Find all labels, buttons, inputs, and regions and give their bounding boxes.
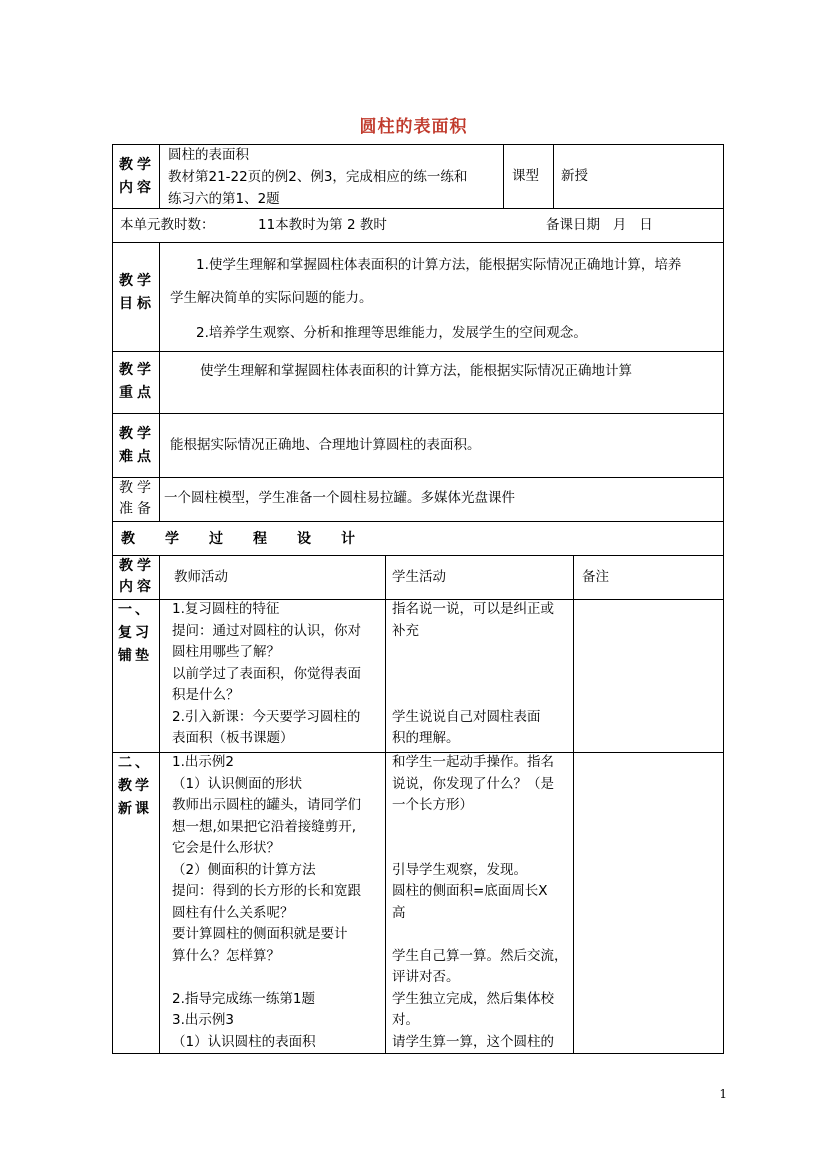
student-line: [392, 642, 554, 664]
goal-1-line-1: 1.使学生理解和掌握圆柱体表面积的计算方法，能根据实际情况正确地计算，培养: [196, 257, 682, 273]
preparation-text: 一个圆柱模型，学生准备一个圆柱易拉罐。多媒体光盘课件: [164, 490, 515, 506]
col-student-cell: [385, 556, 573, 599]
section-new-label-cell: [113, 753, 159, 1053]
section-review-teacher-cell: [159, 600, 385, 752]
goals-text-cell: [159, 243, 723, 351]
col-notes-cell: [573, 556, 723, 599]
key-points-label: 教学重点: [119, 362, 155, 401]
document-title: 圆柱的表面积: [359, 117, 468, 137]
goal-1-line-2: 学生解决简单的实际问题的能力。: [170, 290, 373, 306]
section-new-teacher-cell: [159, 753, 385, 1053]
student-line: 学生自己算一算。然后交流，: [392, 947, 568, 964]
student-activity-list: [392, 753, 568, 1053]
student-line: [392, 817, 568, 839]
type-value: 新授: [561, 168, 588, 184]
column-header-row: [112, 555, 724, 599]
teacher-line: [172, 967, 361, 989]
teacher-line: 以前学过了表面积，你觉得表面: [172, 665, 361, 682]
student-line: 指名说一说，可以是纠正或: [392, 601, 554, 617]
student-line: 一个长方形）: [392, 797, 473, 813]
unit-period: 11本教时为第 2 教时: [258, 217, 387, 233]
teacher-line: 积是什么？: [172, 687, 240, 703]
student-line: [392, 924, 568, 946]
student-line: 引导学生观察，发现。: [392, 861, 527, 878]
student-line: 说说，你发现了什么？（是: [392, 775, 554, 792]
key-points-row: [112, 351, 724, 413]
student-line: [392, 685, 554, 707]
content-lines: [168, 145, 467, 208]
teacher-line: 要计算圆柱的侧面积就是要计: [172, 926, 348, 942]
teacher-line: 提问：通过对圆柱的认识，你对: [172, 622, 361, 639]
teacher-line: （2）侧面积的计算方法: [172, 861, 316, 878]
section-new-student-cell: [385, 753, 573, 1053]
student-line: [392, 664, 554, 686]
student-line: 和学生一起动手操作。指名: [392, 754, 554, 770]
page-number: 1: [719, 1087, 727, 1101]
difficulties-text-cell: [159, 414, 723, 477]
type-value-cell: [553, 145, 723, 208]
student-line: 积的理解。: [392, 730, 460, 746]
content-line: 教材第21-22页的例2、例3，完成相应的练一练和: [168, 169, 468, 185]
student-line: 评讲对否。: [392, 969, 460, 985]
teacher-line: 想一想,如果把它沿着接缝剪开,: [172, 818, 357, 835]
process-header: 教学过程设计: [121, 531, 385, 547]
col-content-header: 教学内容: [119, 558, 155, 595]
content-text-cell: [159, 145, 503, 208]
student-line: 学生独立完成，然后集体校: [392, 990, 554, 1007]
unit-total-label: 本单元教时数：: [120, 217, 215, 233]
key-points-label-cell: [113, 352, 159, 413]
teacher-line: 圆柱用哪些了解？: [172, 644, 280, 660]
teacher-line: 表面积（板书课题）: [172, 730, 294, 746]
teacher-line: 1.复习圆柱的特征: [172, 601, 280, 617]
teacher-line: 它会是什么形状？: [172, 840, 280, 856]
goal-2: 2.培养学生观察、分析和推理等思维能力，发展学生的空间观念。: [196, 325, 587, 341]
student-line: [392, 838, 568, 860]
student-line: 补充: [392, 622, 419, 639]
difficulties-label-cell: [113, 414, 159, 477]
section-review-label-cell: [113, 600, 159, 752]
teacher-line: （1）认识圆柱的表面积: [172, 1033, 316, 1050]
student-line: 学生说说自己对圆柱表面: [392, 708, 541, 725]
section-new-notes-cell: [573, 753, 723, 1053]
goals-row: [112, 242, 724, 351]
content-label-cell: [113, 145, 159, 208]
teacher-line: 3.出示例3: [172, 1012, 234, 1028]
student-line: 对。: [392, 1012, 419, 1028]
student-activity-list: [392, 600, 554, 750]
goals-label-cell: [113, 243, 159, 351]
col-notes-header: 备注: [582, 569, 609, 585]
section-new-label: 二、教学新课: [118, 755, 152, 817]
student-line: 圆柱的侧面积=底面周长X: [392, 883, 548, 899]
teacher-line: 1.出示例2: [172, 754, 234, 770]
content-row: [112, 144, 724, 208]
teacher-activity-list: [172, 753, 361, 1053]
section-review-row: [112, 599, 724, 752]
preparation-row: [112, 477, 724, 521]
difficulties-label: 教学难点: [119, 426, 155, 465]
difficulties-row: [112, 413, 724, 477]
teacher-line: 教师出示圆柱的罐头，请同学们: [172, 797, 361, 813]
lesson-plan-table: [112, 144, 724, 1054]
goals-label: 教学目标: [119, 273, 155, 312]
difficulties-text: 能根据实际情况正确地、合理地计算圆柱的表面积。: [170, 437, 481, 453]
teacher-line: 2.引入新课：今天要学习圆柱的: [172, 708, 361, 725]
col-content-cell: [113, 556, 159, 599]
col-student-header: 学生活动: [392, 569, 446, 585]
unit-row: [112, 208, 724, 242]
type-label: 课型: [512, 168, 539, 184]
prep-date: 备课日期 月 日: [546, 217, 653, 233]
preparation-label: 教学准备: [119, 480, 155, 517]
student-line: 高: [392, 904, 406, 921]
col-teacher-header: 教师活动: [174, 569, 228, 585]
section-review-notes-cell: [573, 600, 723, 752]
section-new-lesson-row: [112, 752, 724, 1054]
teacher-line: （1）认识侧面的形状: [172, 775, 303, 792]
teacher-line: 提问：得到的长方形的长和宽跟: [172, 883, 361, 899]
process-header-row: [112, 521, 724, 555]
content-line: 练习六的第1、2题: [168, 191, 280, 207]
teacher-line: 2.指导完成练一练第1题: [172, 990, 315, 1007]
preparation-text-cell: [159, 478, 723, 521]
key-points-text: 使学生理解和掌握圆柱体表面积的计算方法，能根据实际情况正确地计算: [200, 363, 632, 379]
section-review-student-cell: [385, 600, 573, 752]
preparation-label-cell: [113, 478, 159, 521]
content-line: 圆柱的表面积: [168, 147, 249, 163]
type-label-cell: [503, 145, 553, 208]
key-points-text-cell: [159, 352, 723, 413]
student-line: 请学生算一算，这个圆柱的: [392, 1033, 554, 1050]
teacher-activity-list: [172, 600, 361, 750]
teacher-line: 圆柱有什么关系呢？: [172, 904, 294, 921]
teacher-line: 算什么？怎样算？: [172, 947, 280, 964]
section-review-label: 一、复习铺垫: [118, 602, 152, 664]
col-teacher-cell: [159, 556, 385, 599]
content-label: 教学内容: [119, 157, 155, 196]
